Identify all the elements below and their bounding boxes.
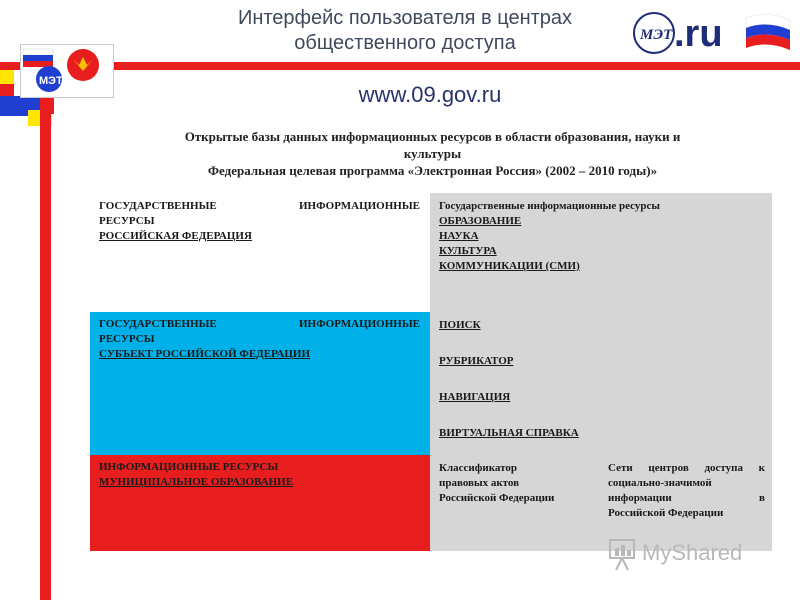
federal-line2: РЕСУРСЫ [99, 215, 155, 227]
networks-w4: к [758, 462, 765, 474]
subject-line2: РЕСУРСЫ [99, 333, 155, 345]
myshared-watermark-icon [606, 536, 776, 574]
page-title-line2: общественного доступа [294, 32, 516, 54]
link-municipal-formation[interactable]: МУНИЦИПАЛЬНОЕ ОБРАЗОВАНИЕ [99, 476, 294, 488]
svg-text:МЭТ: МЭТ [39, 75, 63, 87]
classifier-line2: правовых актов [439, 477, 520, 489]
page-title [190, 6, 620, 56]
link-education[interactable]: ОБРАЗОВАНИЕ [439, 215, 522, 227]
mvt-russia-logo-icon [20, 44, 114, 98]
subject-word1: ГОСУДАРСТВЕННЫЕ [99, 318, 217, 330]
federal-word1: ГОСУДАРСТВЕННЫЕ [99, 200, 217, 212]
link-virtual-help[interactable]: ВИРТУАЛЬНАЯ СПРАВКА [439, 427, 579, 439]
intro-line1: Открытые базы данных информационных ресурсов в области образования, науки и [184, 129, 681, 144]
link-search[interactable]: ПОИСК [439, 319, 481, 331]
classifier-line3: Российской Федерации [439, 492, 555, 504]
link-communications[interactable]: КОММУНИКАЦИИ (СМИ) [439, 260, 580, 272]
link-russian-federation[interactable]: РОССИЙСКАЯ ФЕДЕРАЦИЯ [99, 230, 252, 242]
svg-text:MyShared: MyShared [642, 540, 743, 565]
intro-line3: Федеральная целевая программа «Электронная Россия» (2002 – 2010 годы)» [207, 163, 658, 178]
cell-subject-resources [90, 312, 430, 455]
header-red-bar [0, 62, 800, 70]
link-rubricator[interactable]: РУБРИКАТОР [439, 355, 514, 367]
intro-text [110, 128, 755, 179]
site-url[interactable]: www.09.gov.ru [358, 82, 502, 107]
link-science[interactable]: НАУКА [439, 230, 479, 242]
link-culture[interactable]: КУЛЬТУРА [439, 245, 497, 257]
networks-w2: центров [648, 462, 689, 474]
intro-line2: культуры [403, 146, 462, 161]
cell-municipal-resources [90, 455, 430, 551]
municipal-line1: ИНФОРМАЦИОННЫЕ РЕСУРСЫ [99, 461, 279, 473]
networks-line4: Российской Федерации [608, 507, 724, 519]
classifier-line1: Классификатор [439, 462, 517, 474]
left-red-stripe [40, 60, 51, 600]
networks-w5: информации [608, 492, 672, 504]
cell-federal-resources [90, 193, 430, 312]
networks-w3: доступа [704, 462, 743, 474]
cell-state-resources-categories [430, 193, 772, 312]
networks-line2: социально-значимой [608, 477, 712, 489]
state-resources-heading: Государственные информационные ресурсы [439, 200, 660, 212]
networks-w6: в [759, 492, 765, 504]
link-navigation[interactable]: НАВИГАЦИЯ [439, 391, 511, 403]
subject-word2: ИНФОРМАЦИОННЫЕ [298, 318, 420, 330]
logo-ru-text: .ru [674, 13, 723, 55]
svg-text:МЭТ: МЭТ [640, 27, 673, 43]
cell-navigation-menu [430, 312, 772, 455]
page-title-line1: Интерфейс пользователя в центрах [237, 7, 573, 29]
cell-legal-classifier[interactable] [430, 455, 600, 551]
networks-w1: Сети [608, 462, 633, 474]
federal-word2: ИНФОРМАЦИОННЫЕ [298, 200, 420, 212]
link-federation-subject[interactable]: СУБЪЕКТ РОССИЙСКОЙ ФЕДЕРАЦИИ [99, 348, 311, 360]
mvt-ru-logo-icon [632, 8, 792, 58]
